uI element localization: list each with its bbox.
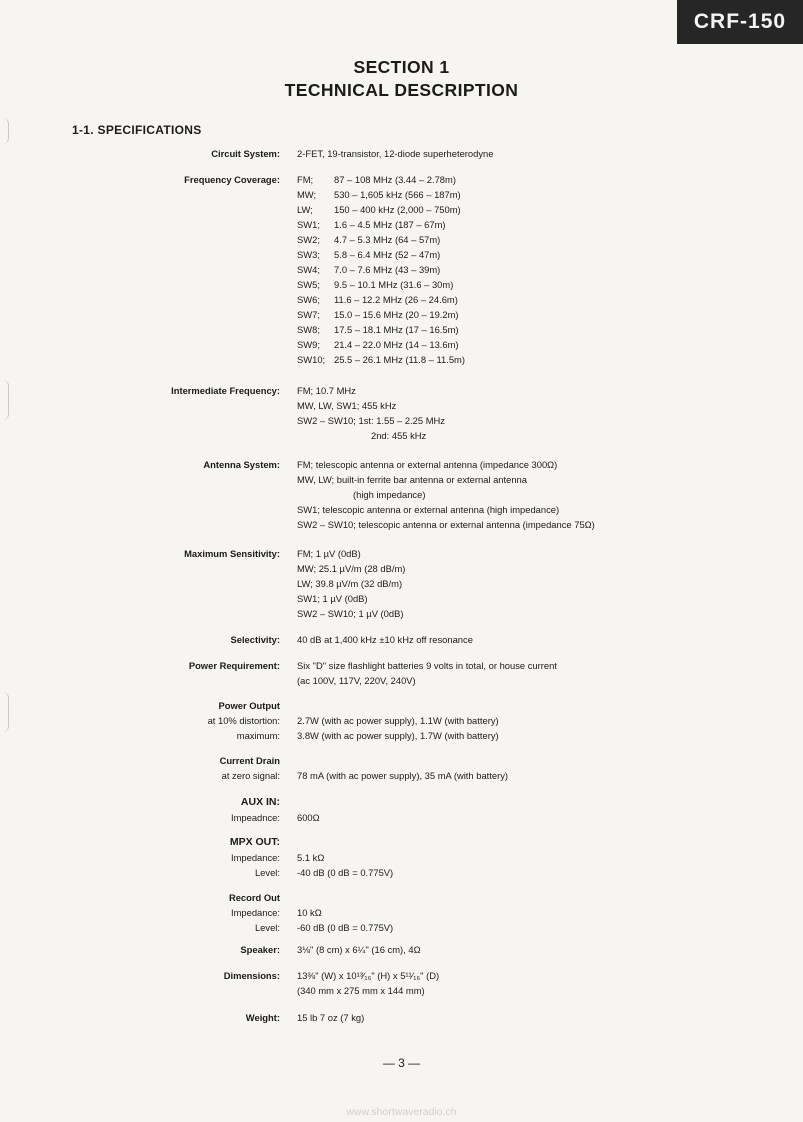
band-name: SW5; xyxy=(297,279,320,290)
sensitivity-line: SW1; 1 µV (0dB) xyxy=(297,593,368,604)
circuit-value: 2-FET, 19-transistor, 12-diode superheterodyne xyxy=(297,148,494,159)
record-out-labels xyxy=(229,890,280,935)
frequency-band-row xyxy=(297,202,465,217)
frequency-band-list xyxy=(297,172,465,367)
band-name: FM; xyxy=(297,174,314,185)
current-drain-heading: Current Drain xyxy=(219,755,280,766)
power-output-values xyxy=(297,713,499,743)
band-range: 11.6 – 12.2 MHz (26 – 24.6m) xyxy=(334,294,458,305)
dimensions-values xyxy=(297,968,439,998)
band-name: LW; xyxy=(297,204,313,215)
band-name: SW4; xyxy=(297,264,320,275)
sensitivity-label: Maximum Sensitivity: xyxy=(184,548,280,559)
frequency-label: Frequency Coverage: xyxy=(184,174,280,185)
frequency-band-row xyxy=(297,292,465,307)
aux-in-heading: AUX IN: xyxy=(240,796,280,808)
band-name: MW; xyxy=(297,189,317,200)
frequency-band-row xyxy=(297,262,465,277)
dimensions-label: Dimensions: xyxy=(223,970,280,981)
binding-edge-mark xyxy=(2,692,9,732)
record-out-sublabel: Impedance: xyxy=(231,907,280,918)
selectivity-value: 40 dB at 1,400 kHz ±10 kHz off resonance xyxy=(297,634,473,645)
frequency-band-row xyxy=(297,172,465,187)
power-output-line: 2.7W (with ac power supply), 1.1W (with battery) xyxy=(297,715,499,726)
frequency-band-row xyxy=(297,217,465,232)
speaker-value: 3⅛" (8 cm) x 6¼" (16 cm), 4Ω xyxy=(297,944,421,955)
band-name: SW8; xyxy=(297,324,320,335)
binding-edge-mark xyxy=(2,118,9,144)
sensitivity-line: SW2 – SW10; 1 µV (0dB) xyxy=(297,608,404,619)
band-range: 15.0 – 15.6 MHz (20 – 19.2m) xyxy=(334,309,459,320)
power-requirement-label: Power Requirement: xyxy=(188,660,280,671)
if-line: 2nd: 455 kHz xyxy=(371,430,427,441)
antenna-line: SW2 – SW10; telescopic antenna or external antenna (impedance 75Ω) xyxy=(297,519,595,530)
band-range: 4.7 – 5.3 MHz (64 – 57m) xyxy=(334,234,441,245)
band-name: SW2; xyxy=(297,234,320,245)
weight-label: Weight: xyxy=(245,1012,280,1023)
antenna-line: MW, LW; built-in ferrite bar antenna or external antenna xyxy=(297,474,527,485)
power-output-line: 3.8W (with ac power supply), 1.7W (with battery) xyxy=(297,730,499,741)
sensitivity-values xyxy=(297,546,405,621)
power-requirement-values xyxy=(297,658,557,688)
band-range: 530 – 1,605 kHz (566 – 187m) xyxy=(334,189,461,200)
mpx-out-values xyxy=(297,850,393,880)
antenna-line: FM; telescopic antenna or external antenna (impedance 300Ω) xyxy=(297,459,558,470)
frequency-band-row xyxy=(297,187,465,202)
if-line: MW, LW, SW1; 455 kHz xyxy=(297,400,397,411)
band-range: 17.5 – 18.1 MHz (17 – 16.5m) xyxy=(334,324,459,335)
section-number: SECTION 1 xyxy=(353,57,450,77)
power-requirement-line: Six "D" size flashlight batteries 9 volts in total, or house current xyxy=(297,660,557,671)
dimensions-line: 13⅜" (W) x 10¹³⁄₁₆" (H) x 5¹¹⁄₁₆" (D) xyxy=(297,970,440,981)
power-requirement-line: (ac 100V, 117V, 220V, 240V) xyxy=(297,675,416,686)
specifications-heading: 1-1. SPECIFICATIONS xyxy=(72,123,202,137)
watermark-url: www.shortwaveradio.ch xyxy=(346,1106,457,1118)
aux-in-value: 600Ω xyxy=(297,812,320,823)
circuit-label: Circuit System: xyxy=(211,148,280,159)
mpx-out-line: 5.1 kΩ xyxy=(297,852,325,863)
antenna-values xyxy=(297,457,595,532)
record-out-line: -60 dB (0 dB = 0.775V) xyxy=(297,922,394,933)
weight-value: 15 lb 7 oz (7 kg) xyxy=(297,1012,365,1023)
sensitivity-line: LW; 39.8 µV/m (32 dB/m) xyxy=(297,578,403,589)
band-name: SW3; xyxy=(297,249,320,260)
frequency-band-row xyxy=(297,307,465,322)
binding-edge-mark xyxy=(2,380,9,420)
if-line: FM; 10.7 MHz xyxy=(297,385,356,396)
band-range: 87 – 108 MHz (3.44 – 2.78m) xyxy=(334,174,456,185)
frequency-band-row xyxy=(297,322,465,337)
band-name: SW6; xyxy=(297,294,320,305)
band-name: SW10; xyxy=(297,354,326,365)
band-name: SW7; xyxy=(297,309,320,320)
if-label: Intermediate Frequency: xyxy=(171,385,280,396)
section-title: TECHNICAL DESCRIPTION xyxy=(284,80,519,100)
current-drain-sublabel: at zero signal: xyxy=(221,770,280,781)
frequency-band-row xyxy=(297,337,465,352)
model-badge: CRF-150 xyxy=(677,0,803,44)
if-line: SW2 – SW10; 1st: 1.55 – 2.25 MHz xyxy=(297,415,445,426)
record-out-heading: Record Out xyxy=(228,892,280,903)
power-output-sublabel: at 10% distortion: xyxy=(207,715,280,726)
record-out-line: 10 kΩ xyxy=(297,907,322,918)
current-drain-value: 78 mA (with ac power supply), 35 mA (with battery) xyxy=(297,770,509,781)
band-range: 21.4 – 22.0 MHz (14 – 13.6m) xyxy=(334,339,459,350)
band-range: 1.6 – 4.5 MHz (187 – 67m) xyxy=(334,219,446,230)
speaker-label: Speaker: xyxy=(240,944,280,955)
frequency-band-row xyxy=(297,277,465,292)
power-output-labels xyxy=(208,698,280,743)
mpx-out-labels xyxy=(230,835,280,880)
band-range: 9.5 – 10.1 MHz (31.6 – 30m) xyxy=(334,279,454,290)
antenna-line: SW1; telescopic antenna or external antenna (high impedance) xyxy=(297,504,560,515)
frequency-band-row xyxy=(297,232,465,247)
dimensions-line: (340 mm x 275 mm x 144 mm) xyxy=(297,985,425,996)
frequency-band-row xyxy=(297,352,465,367)
if-values xyxy=(297,383,445,443)
current-drain-labels xyxy=(220,753,280,783)
mpx-out-sublabel: Level: xyxy=(254,867,280,878)
mpx-out-line: -40 dB (0 dB = 0.775V) xyxy=(297,867,394,878)
aux-in-sublabel: Impeadnce: xyxy=(231,812,280,823)
sensitivity-line: MW; 25.1 µV/m (28 dB/m) xyxy=(297,563,406,574)
mpx-out-heading: MPX OUT: xyxy=(229,836,280,848)
antenna-line: (high impedance) xyxy=(353,489,426,500)
power-output-sublabel: maximum: xyxy=(236,730,280,741)
aux-in-labels xyxy=(231,795,280,825)
antenna-label: Antenna System: xyxy=(203,459,280,470)
power-output-heading: Power Output xyxy=(218,700,280,711)
band-name: SW1; xyxy=(297,219,320,230)
sensitivity-line: FM; 1 µV (0dB) xyxy=(297,548,361,559)
band-range: 25.5 – 26.1 MHz (11.8 – 11.5m) xyxy=(334,354,465,365)
selectivity-label: Selectivity: xyxy=(230,634,280,645)
band-range: 5.8 – 6.4 MHz (52 – 47m) xyxy=(334,249,441,260)
mpx-out-sublabel: Impedance: xyxy=(231,852,280,863)
band-range: 7.0 – 7.6 MHz (43 – 39m) xyxy=(334,264,441,275)
record-out-values xyxy=(297,905,393,935)
page-number: — 3 — xyxy=(382,1056,421,1070)
record-out-sublabel: Level: xyxy=(254,922,280,933)
band-range: 150 – 400 kHz (2,000 – 750m) xyxy=(334,204,461,215)
band-name: SW9; xyxy=(297,339,320,350)
frequency-band-row xyxy=(297,247,465,262)
